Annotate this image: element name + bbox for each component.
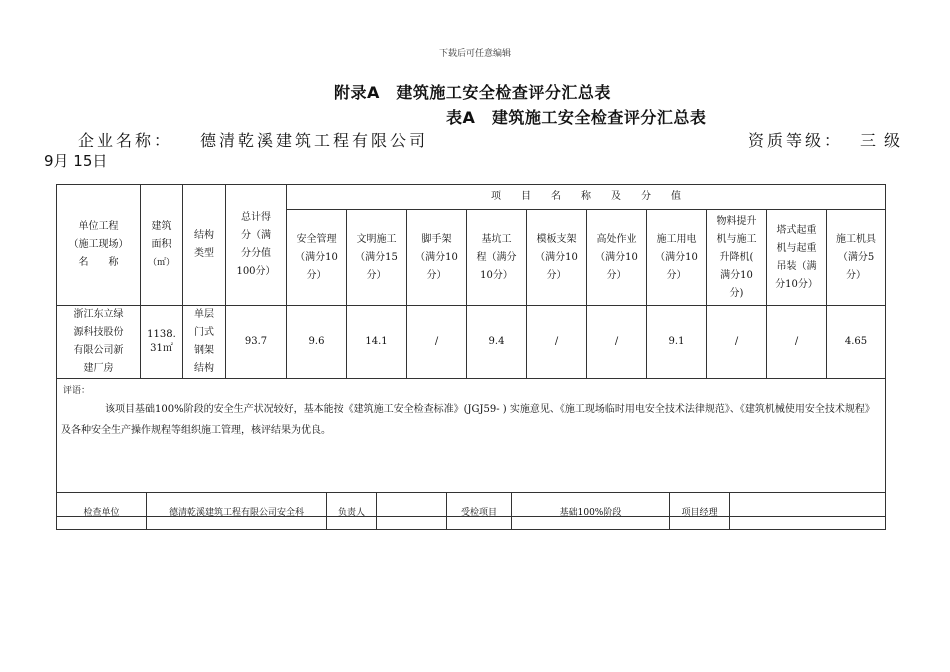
header-area: 建筑 面积 （㎡） — [141, 185, 183, 306]
header-item-civilized-construction: 文明施工 （满分15 分） — [347, 210, 407, 306]
header-item-safety-management: 安全管理 （满分10 分） — [287, 210, 347, 306]
score-scaffold: / — [407, 306, 467, 379]
comment-label: 评语： — [63, 386, 91, 396]
inspected-item-label: 受检项目 — [447, 493, 512, 530]
score-tower-crane: / — [767, 306, 827, 379]
row-unit-name: 浙江东立绿 源科技股份 有限公司新 建厂房 — [57, 306, 141, 379]
project-manager-label: 项目经理 — [670, 493, 730, 530]
header-item-formwork: 模板支架 （满分10 分） — [527, 210, 587, 306]
row-area: 1138. 31㎡ — [141, 306, 183, 379]
date-text: 9月 15日 — [44, 152, 108, 170]
company-label: 企业名称： — [78, 131, 174, 150]
header-items-group: 项 目 名 称 及 分 值 — [287, 185, 886, 210]
responsible-value — [377, 493, 447, 530]
score-safety-management: 9.6 — [287, 306, 347, 379]
header-item-scaffold: 脚手架 （满分10 分） — [407, 210, 467, 306]
inspection-footer — [56, 492, 886, 530]
header-item-tower-crane: 塔式起重 机与起重 吊装（满 分10分） — [767, 210, 827, 306]
score-hoist: / — [707, 306, 767, 379]
header-item-electricity: 施工用电 （满分10 分） — [647, 210, 707, 306]
inspected-item-value: 基础100%阶段 — [512, 493, 670, 530]
row-structure: 单层 门式 钢架 结构 — [183, 306, 226, 379]
header-item-hoist: 物料提升 机与施工 升降机( 满分10 分) — [707, 210, 767, 306]
table-title: 表A 建筑施工安全检查评分汇总表 — [446, 108, 707, 127]
score-formwork: / — [527, 306, 587, 379]
table-row — [57, 306, 886, 379]
header-total-score: 总计得 分（满 分分值 100分） — [226, 185, 287, 306]
project-manager-value — [730, 493, 886, 530]
qualification-label: 资质等级： — [748, 131, 844, 150]
inspect-unit-label: 检查单位 — [57, 493, 147, 530]
inspect-unit-value: 德清乾溪建筑工程有限公司安全科 — [147, 493, 327, 530]
appendix-title: 附录A 建筑施工安全检查评分汇总表 — [334, 83, 611, 102]
score-work-at-height: / — [587, 306, 647, 379]
qualification-value: 三级 — [860, 131, 909, 150]
download-note: 下载后可任意编辑 — [438, 49, 511, 59]
header-item-machinery: 施工机具 （满分5 分） — [827, 210, 886, 306]
row-total-score: 93.7 — [226, 306, 287, 379]
comment-text: 该项目基础100%阶段的安全生产状况较好，基本能按《建筑施工安全检查标准》(JGJ59- ) 实施意见、《施工现场临时用电安全技术法律规范》、《建筑机械使用安全技术规程》及各种安全生产操作规程等组织施工管理，核评结果为优良。 — [61, 404, 875, 436]
score-machinery: 4.65 — [827, 306, 886, 379]
header-unit-name: 单位工程 （施工现场） 名 称 — [57, 185, 141, 306]
score-civilized-construction: 14.1 — [347, 306, 407, 379]
responsible-label: 负责人 — [327, 493, 377, 530]
header-item-foundation-pit: 基坑工 程（满分 10分） — [467, 210, 527, 306]
company-name: 德清乾溪建筑工程有限公司 — [200, 131, 429, 150]
header-structure: 结构 类型 — [183, 185, 226, 306]
score-foundation-pit: 9.4 — [467, 306, 527, 379]
header-item-work-at-height: 高处作业 （满分10 分） — [587, 210, 647, 306]
score-summary-table — [56, 184, 886, 517]
score-electricity: 9.1 — [647, 306, 707, 379]
